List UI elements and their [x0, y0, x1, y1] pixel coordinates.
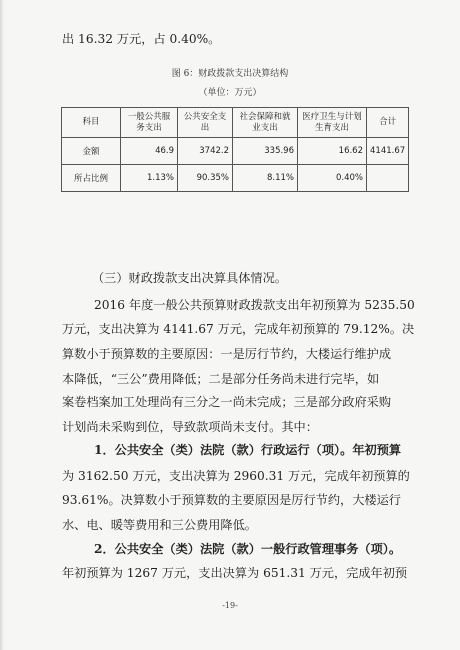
figure-title: 图 6：财政拨款支出决算结构: [171, 69, 289, 79]
paragraph-line: 年初预算为 1267 万元，支出决算为 651.31 万元，完成年初预: [62, 566, 408, 580]
header-cell: 科目: [62, 108, 121, 138]
header-cell: 一般公共服务支出: [121, 108, 178, 138]
paragraph-line: 万元，支出决算为 4141.67 万元，完成年初预算的 79.12%。决: [62, 322, 415, 336]
paragraph-line: 本降低，“三公”费用降低；二是部分任务尚未进行完毕，如: [62, 372, 380, 386]
header-cell: 社会保障和就业支出: [233, 108, 298, 138]
expenditure-table: [61, 107, 409, 192]
section-heading: （三）财政拨款支出决算具体情况。: [92, 271, 287, 285]
top-line: 出 16.32 万元，占 0.40%。: [62, 32, 221, 46]
table-cell: [367, 165, 409, 192]
paragraph-line: 2016 年度一般公共预算财政拨款支出年初预算为 5235.50: [94, 298, 415, 312]
table-cell: 90.35%: [178, 165, 233, 192]
header-cell: 医疗卫生与计划生育支出: [298, 108, 367, 138]
header-cell: 合计: [367, 108, 409, 138]
table-cell: 16.62: [298, 138, 367, 165]
paragraph-line: 为 3162.50 万元，支出决算为 2960.31 万元，完成年初预算的: [62, 469, 410, 483]
table-cell: 46.9: [121, 138, 178, 165]
item-heading: 2．公共安全（类）法院（款）一般行政管理事务（项）。: [94, 542, 402, 556]
item-heading: 1．公共安全（类）法院（款）行政运行（项）。年初预算: [94, 443, 402, 457]
paragraph-line: 算数小于预算数的主要原因：一是厉行节约，大楼运行维护成: [62, 347, 392, 361]
table-cell: 0.40%: [298, 165, 367, 192]
table-cell: 335.96: [233, 138, 298, 165]
header-cell: 公共安全支出: [178, 108, 233, 138]
table-row: [62, 138, 409, 165]
table-cell: 1.13%: [121, 165, 178, 192]
paragraph-line: 水、电、暖等费用和三公费用降低。: [62, 518, 257, 532]
paragraph-line: 计划尚未采购到位，导致款项尚未支付。其中：: [62, 420, 318, 434]
table-header-row: [62, 108, 409, 138]
table-cell: 3742.2: [178, 138, 233, 165]
table-cell: 8.11%: [233, 165, 298, 192]
row-label: 所占比例: [62, 165, 121, 192]
page-number: -19-: [222, 601, 238, 610]
row-label: 金额: [62, 138, 121, 165]
table-row: [62, 165, 409, 192]
table-cell: 4141.67: [367, 138, 409, 165]
figure-unit: （单位：万元）: [198, 88, 262, 98]
paragraph-line: 93.61%。决算数小于预算数的主要原因是厉行节约，大楼运行: [62, 493, 401, 507]
paragraph-line: 案卷档案加工处理尚有三分之一尚未完成；三是部分政府采购: [62, 395, 392, 409]
